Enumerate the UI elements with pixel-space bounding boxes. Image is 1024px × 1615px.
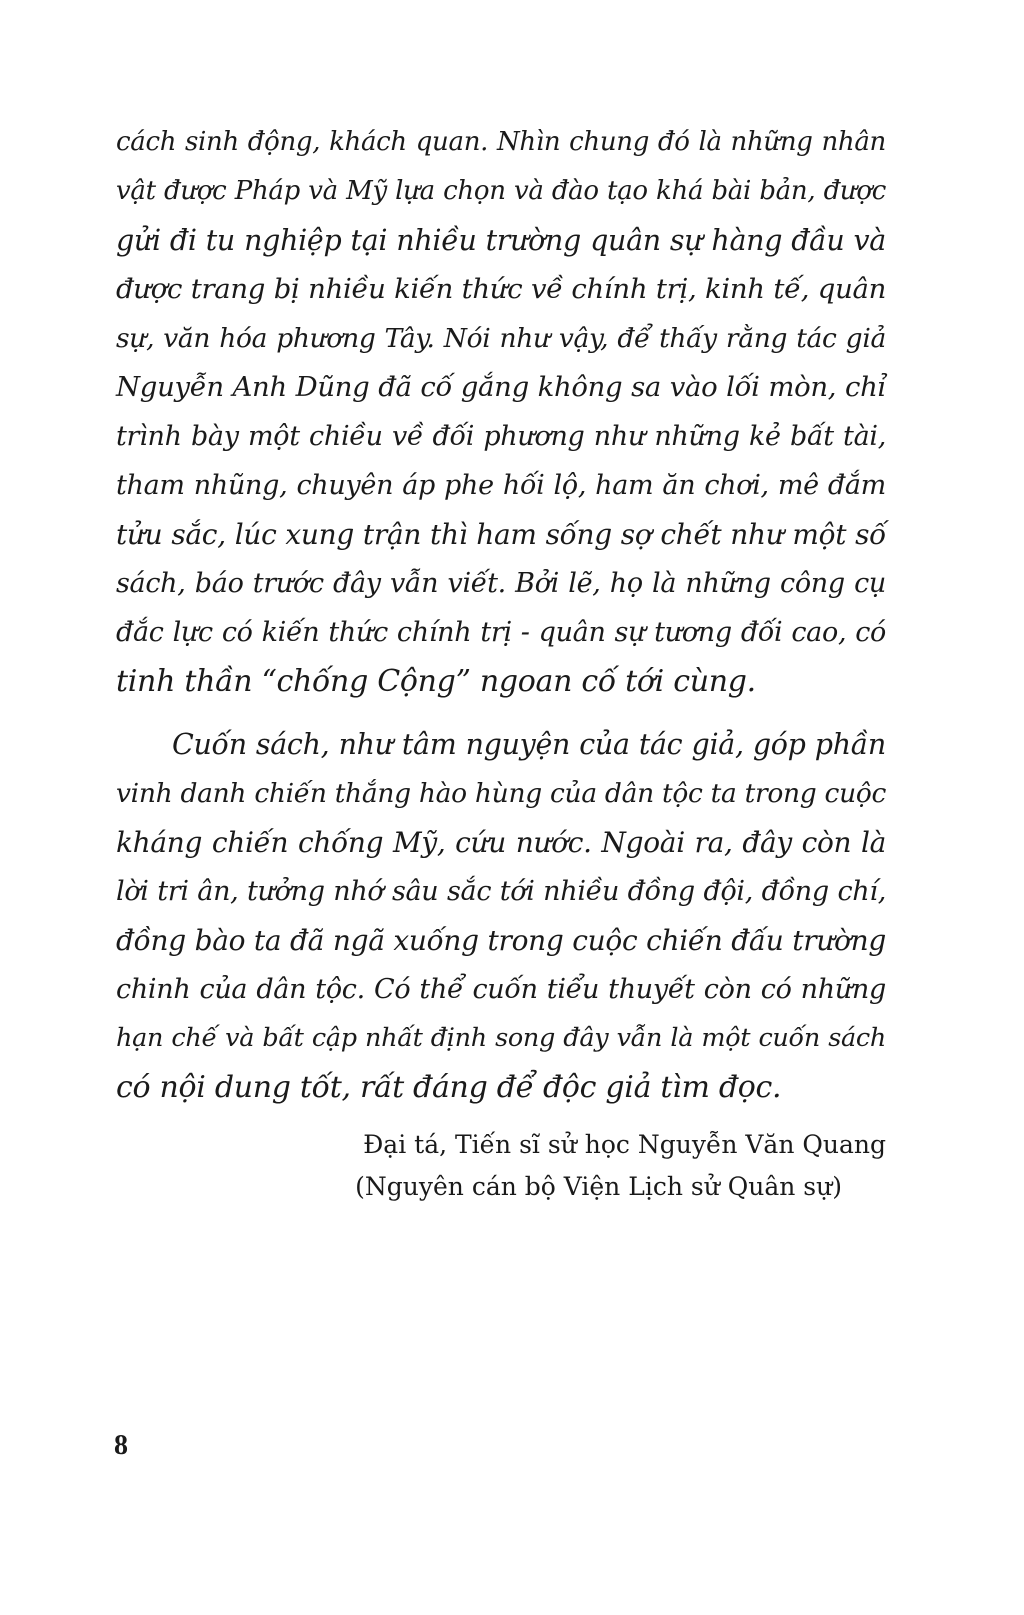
author-signature <box>116 1124 886 1208</box>
signature-name: Đại tá, Tiến sĩ sử học Nguyễn Văn Quang <box>363 1130 886 1159</box>
text-line: tinh thần “chống Cộng” ngoan cố tới cùng. <box>116 664 756 699</box>
text-line: được trang bị nhiều kiến thức về chính trị, kinh tế, quân <box>116 273 886 305</box>
paragraph-1 <box>116 118 886 706</box>
text-line: đồng bào ta đã ngã xuống trong cuộc chiến đấu trường <box>116 924 886 957</box>
page-number: 8 <box>114 1430 128 1461</box>
paragraph-spacer <box>116 706 886 720</box>
text-line: sự, văn hóa phương Tây. Nói như vậy, để thấy rằng tác giả <box>116 323 886 354</box>
paragraph-2 <box>116 720 886 1112</box>
signature-affiliation: (Nguyên cán bộ Viện Lịch sử Quân sự) <box>355 1172 842 1201</box>
text-line: vinh danh chiến thắng hào hùng của dân tộc ta trong cuộc <box>116 778 887 809</box>
text-line: sách, báo trước đây vẫn viết. Bởi lẽ, họ là những công cụ <box>116 568 886 599</box>
text-line: hạn chế và bất cập nhất định song đây vẫn là một cuốn sách <box>116 1023 886 1053</box>
text-line: cách sinh động, khách quan. Nhìn chung đó là những nhân <box>116 127 886 157</box>
text-line: gửi đi tu nghiệp tại nhiều trường quân sự hàng đầu và <box>116 224 886 257</box>
text-line: vật được Pháp và Mỹ lựa chọn và đào tạo khá bài bản, được <box>116 176 886 206</box>
text-line: Nguyễn Anh Dũng đã cố gắng không sa vào lối mòn, chỉ <box>116 371 886 403</box>
text-line: Cuốn sách, như tâm nguyện của tác giả, góp phần <box>172 728 886 761</box>
text-line: lời tri ân, tưởng nhớ sâu sắc tới nhiều đồng đội, đồng chí, <box>116 876 886 907</box>
body-text <box>116 118 886 1112</box>
text-line: trình bày một chiều về đối phương như những kẻ bất tài, <box>116 421 886 452</box>
text-line: đắc lực có kiến thức chính trị - quân sự tương đối cao, có <box>116 617 886 648</box>
text-line: tửu sắc, lúc xung trận thì ham sống sợ chết như một số <box>116 518 886 551</box>
text-line: chinh của dân tộc. Có thể cuốn tiểu thuyết còn có những <box>116 974 886 1005</box>
text-line: tham nhũng, chuyên áp phe hối lộ, ham ăn chơi, mê đắm <box>116 470 886 501</box>
text-line: kháng chiến chống Mỹ, cứu nước. Ngoài ra, đây còn là <box>116 826 886 859</box>
text-line: có nội dung tốt, rất đáng để độc giả tìm đọc. <box>116 1070 782 1105</box>
